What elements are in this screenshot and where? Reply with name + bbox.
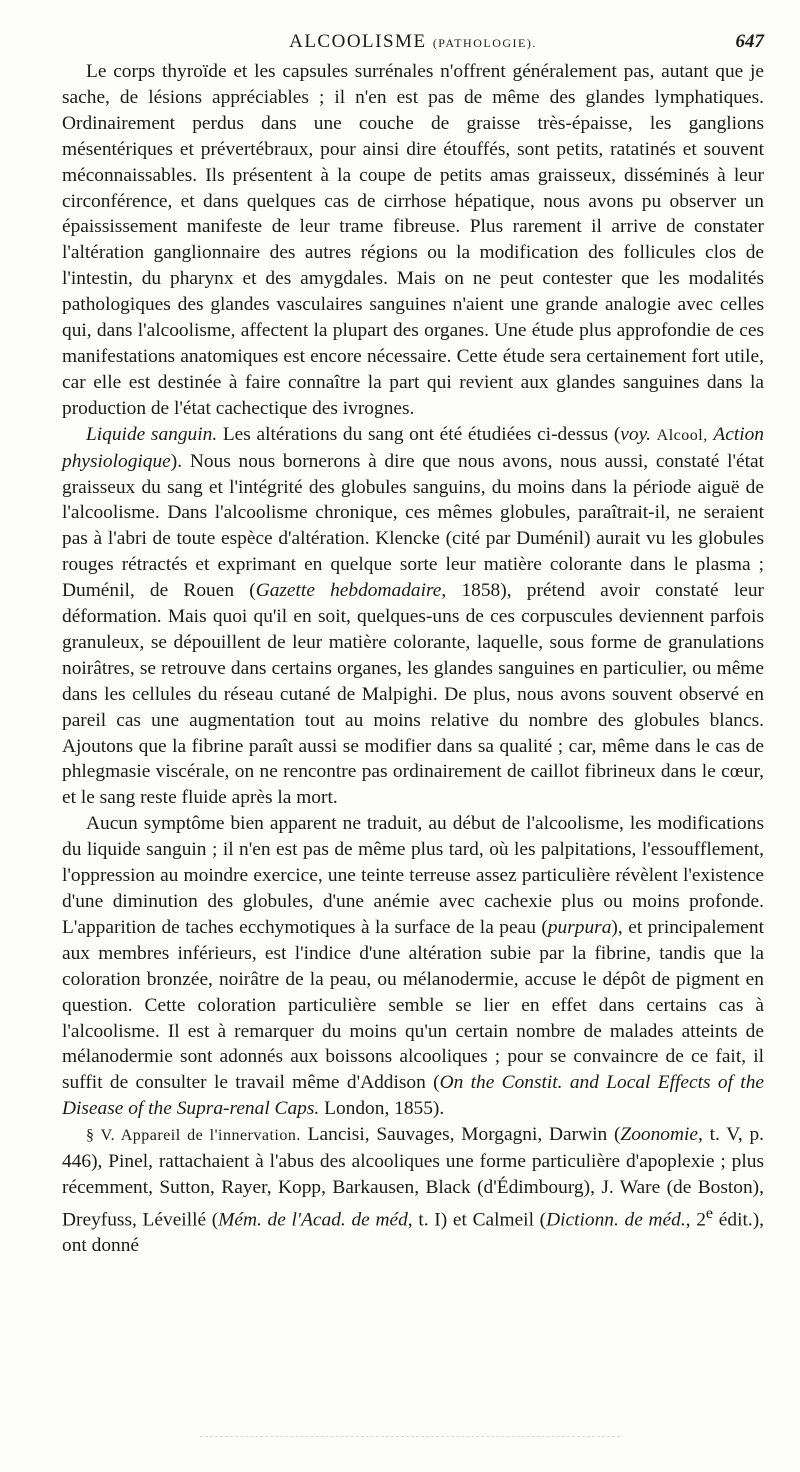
section-heading-innervation: § V. Appareil de l'innervation. bbox=[86, 1127, 301, 1145]
running-header bbox=[62, 31, 764, 55]
page-number: 647 bbox=[735, 31, 764, 52]
paragraph-innervation: § V. Appareil de l'innervation. Lancisi, Sauvages, Morgagni, Darwin (Zoonomie, t. V, p. 446), Pinel, rattachaient à l'abus des alcooliques une forme particulière d'apoplexie ; plus récemment, Sutton, Rayer, Kopp, Barkausen, Black (d'Édimbourg), J. Ware (de Boston), Dreyfuss, Léveillé (Mém. de l'Acad. de méd, t. I) et Calmeil (Dictionn. de méd., 2e édit.), ont donné bbox=[62, 1124, 765, 1257]
running-title bbox=[62, 31, 764, 53]
citation-gazette: Gazette hebdomadaire bbox=[255, 580, 442, 602]
paragraph-glands: Le corps thyroïde et les capsules surrénales n'offrent généralement pas, autant que je sache, de lésions appréciables ; il n'en est pas de même des glandes lymphatiques. Ordinairement perdus dans une couche de graisse très-épaisse, les ganglions mésentériques et prévertébraux, pour ainsi dire étouffés, sont petits, ratatinés et souvent méconnaissables. Ils présentent à la coupe de petits amas graisseux, disséminés à leur circonférence, et dans quelques cas de cirrhose hépatique, nous avons pu observer un épaississement manifeste de leur trame fibreuse. Plus rarement il arrive de constater l'altération ganglionnaire des autres régions ou la modification des follicules clos de l'intestin, du pharynx et des amygdales. Mais on ne peut contester que les modalités pathologiques des glandes vasculaires sanguines n'aient une grande analogie avec celles qui, dans l'alcoolisme, affectent la plupart des organes. Une étude plus approfondie de ces manifestations anatomiques est encore nécessaire. Cette étude sera certainement fort utile, car elle est destinée à faire connaître la part qui revient aux glandes sanguines dans la production de l'état cachectique des ivrognes. bbox=[62, 61, 764, 419]
paragraph-symptomes: Aucun symptôme bien apparent ne traduit, au début de l'alcoolisme, les modifications du liquide sanguin ; il n'en est pas de même plus tard, où les palpitations, l'essoufflement, l'oppression au moindre exercice, une teinte terreuse assez particulière révèlent l'existence d'une diminution des globules, d'une anémie avec cachexie plus ou moins profonde. L'apparition de taches ecchymotiques à la surface de la peau (purpura), et principalement aux membres inférieurs, est l'indice d'une altération subie par la fibrine, tandis que la coloration bronzée, noirâtre de la peau, ou mélanodermie, accuse le dépôt de pigment en question. Cette coloration particulière semble se lier en effet dans certains cas à l'alcoolisme. Il est à remarquer du moins qu'un certain nombre de malades atteints de mélanodermie sont adonnés aux boissons alcooliques ; pour se convaincre de ce fait, il suffit de consulter le travail même d'Addison (On the Constit. and Local Effects of the Disease of the Supra-renal Caps. London, 1855). bbox=[62, 813, 764, 1120]
section-lead-liquide-sanguin: Liquide sanguin. bbox=[86, 423, 218, 445]
header-subtitle: (PATHOLOGIE). bbox=[432, 36, 537, 50]
body-text bbox=[62, 59, 764, 1259]
paragraph-liquide-sanguin: Liquide sanguin. Les altérations du sang ont été étudiées ci-dessus (voy. Alcool, Action physiologique). Nous nous bornerons à dire que nous avons, nous aussi, constaté l'état graisseux du sang et l'intégrité des globules sanguins, du moins dans la période aiguë de l'alcoolisme. Dans l'alcoolisme chronique, ces mêmes globules, paraîtrait-il, ne seraient pas à l'abri de toute espèce d'altération. Klencke (cité par Duménil) aurait vu les globules rouges rétractés et exprimant en quelque sorte leur matière colorante dans le plasma ; Duménil, de Rouen (Gazette hebdomadaire, 1858), prétend avoir constaté leur déformation. Mais quoi qu'il en soit, quelques-uns de ces corpuscules deviennent parfois granuleux, se dépouillent de leur matière colorante, laquelle, sous forme de granulations noirâtres, se retrouve dans certains organes, les glandes sanguines en particulier, ou même dans les cellules du réseau cutané de Malpighi. De plus, nous avons souvent observé en pareil cas une augmentation tout au moins relative du nombre des globules blancs. Ajoutons que la fibrine paraît aussi se modifier dans sa qualité ; car, même dans le cas de phlegmasie viscérale, on ne rencontre pas ordinairement de caillot fibrineux dans le cœur, et le sang reste fluide après la mort. bbox=[62, 423, 764, 809]
citation-addison: On the Constit. and Local Effects of the Disease of the Supra-renal Caps. bbox=[62, 1072, 764, 1120]
cross-reference-alcool: Alcool, bbox=[656, 426, 708, 444]
page-bottom-rule bbox=[200, 1436, 620, 1437]
header-title-text: ALCOOLISME bbox=[289, 31, 427, 52]
